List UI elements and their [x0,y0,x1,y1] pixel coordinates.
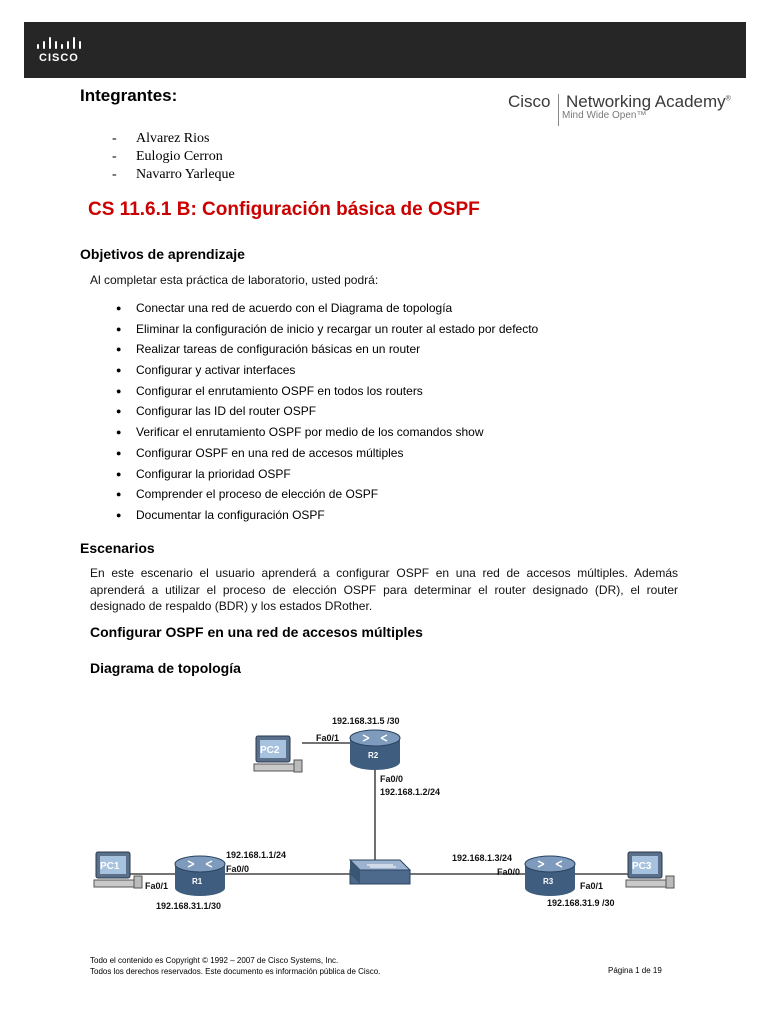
r1-fa01-label: Fa0/1 [145,881,169,891]
pc1-label: PC1 [100,861,120,872]
cisco-logo-text: CISCO [39,52,79,64]
member-name: Alvarez Rios [136,131,210,146]
footer [90,955,380,977]
cisco-logo [36,36,96,68]
integrantes-heading: Integrantes: [80,86,178,105]
r3-lan-ip-label: 192.168.1.3/24 [452,853,513,863]
academy-brand: Cisco [508,92,551,111]
objectives-heading: Objetivos de aprendizaje [80,246,245,262]
topology-diagram [70,700,700,920]
rights-line: Todos los derechos reservados. Este documento es información pública de Cisco. [90,967,381,976]
academy-mark: ® [725,95,731,103]
copyright-line: Todo el contenido es Copyright © 1992 – 2007 de Cisco Systems, Inc. [90,956,339,965]
page-number: Página 1 de 19 [608,966,662,975]
r1-fa00-label: Fa0/0 [226,864,250,874]
member-name: Navarro Yarleque [136,167,235,182]
topology-heading: Diagrama de topología [90,660,241,676]
router-r3-icon [525,856,575,896]
r3-label: R3 [543,877,554,886]
header-bar [24,22,746,78]
pc3-label: PC3 [632,861,652,872]
r2-fa00-label: Fa0/0 [380,774,404,784]
scenarios-text: En este escenario el usuario aprenderá a configurar OSPF en una red de accesos múltiples. Además aprenderá a utilizar el proceso de elección OSPF para determinar el router designado (DR), el router designado de respaldo (BDR) y los estados DRother. [90,566,678,613]
objectives-intro: Al completar esta práctica de laboratorio, usted podrá: [90,273,379,287]
r2-lan-ip-label: 192.168.1.2/24 [380,787,441,797]
section-heading: Configurar OSPF en una red de accesos múltiples [90,624,423,640]
pc2-label: PC2 [260,745,280,756]
member-name: Eulogio Cerron [136,149,223,164]
r1-lan-ip-label: 192.168.1.1/24 [226,850,287,860]
cisco-bars-icon [36,36,86,50]
r2-fa01-label: Fa0/1 [316,733,340,743]
academy-tagline: Mind Wide Open™ [562,110,647,121]
router-r1-icon [175,856,225,896]
academy-name: Networking Academy [565,92,726,111]
r3-fa00-label: Fa0/0 [497,867,521,877]
r1-label: R1 [192,877,203,886]
document-title: CS 11.6.1 B: Configuración básica de OSPF [88,199,480,220]
router-r2-icon [350,730,400,770]
switch-icon [350,860,410,884]
r3-bottom-ip-label: 192.168.31.9 /30 [547,898,615,908]
r3-fa01-label: Fa0/1 [580,881,604,891]
r2-label: R2 [368,751,379,760]
networking-academy-logo [508,92,731,132]
r1-bottom-ip-label: 192.168.31.1/30 [156,901,222,911]
scenarios-heading: Escenarios [80,540,155,556]
r2-top-ip-label: 192.168.31.5 /30 [332,716,400,726]
